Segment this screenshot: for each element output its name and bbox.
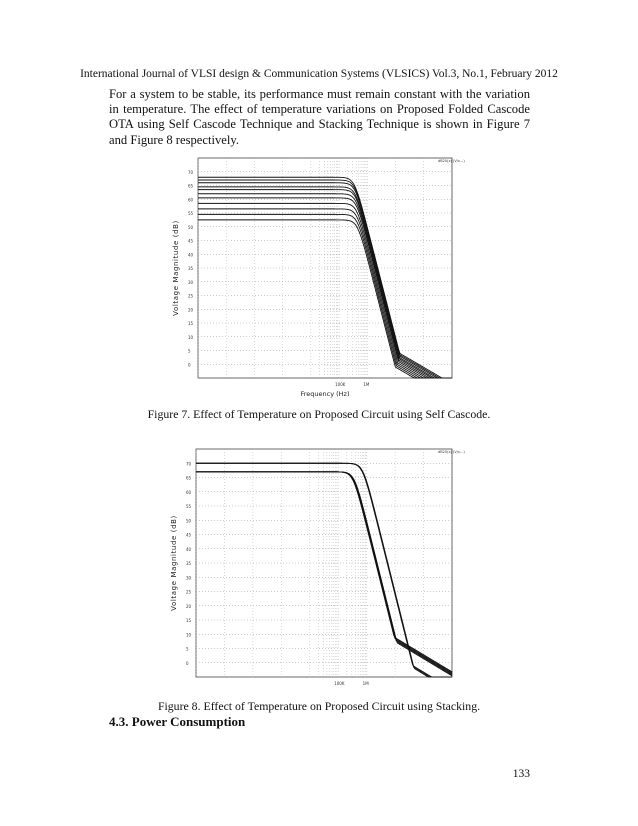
y-tick-label: 40 (186, 546, 192, 552)
series-line-10 (198, 214, 452, 378)
series-line-3 (196, 463, 452, 677)
y-tick-label: 15 (188, 321, 194, 326)
figure-8 (0, 445, 638, 695)
figure-8-chart (0, 445, 638, 695)
y-tick-label: 55 (186, 504, 192, 509)
y-tick-label: 70 (186, 461, 192, 467)
x-tick-label: 100K (334, 681, 345, 686)
y-tick-label: 15 (186, 618, 192, 623)
section-heading: 4.3. Power Consumption (109, 714, 246, 729)
y-tick-label: 50 (186, 518, 192, 524)
y-tick-label: 10 (188, 334, 194, 340)
series-line-4 (196, 472, 452, 672)
corner-label: dB20(x) (V/x...) (438, 159, 465, 163)
y-tick-label: 50 (188, 224, 194, 230)
corner-label: dB20(x) (V/x...) (438, 450, 465, 454)
series-line-8 (198, 203, 452, 378)
series-line-3 (198, 183, 452, 378)
y-tick-label: 45 (188, 238, 194, 244)
y-tick-label: 25 (188, 293, 194, 299)
x-tick-label: 1M (363, 382, 370, 387)
figure-7-caption: Figure 7. Effect of Temperature on Proposed Circuit using Self Cascode. (147, 407, 491, 421)
y-tick-label: 0 (188, 362, 191, 368)
series-line-1 (198, 177, 452, 378)
figure-8-caption: Figure 8. Effect of Temperature on Proposed Circuit using Stacking. (157, 699, 481, 713)
journal-header: International Journal of VLSI design & Communication Systems (VLSICS) Vol.3, No.1, February 2012 (80, 68, 558, 80)
y-tick-label: 30 (188, 279, 194, 285)
y-tick-label: 0 (186, 660, 189, 666)
y-tick-label: 20 (188, 307, 194, 313)
series-line-5 (196, 472, 452, 673)
y-tick-label: 60 (186, 489, 192, 495)
y-tick-label: 10 (186, 632, 192, 638)
y-tick-label: 65 (188, 183, 194, 189)
y-tick-label: 5 (186, 646, 189, 652)
y-tick-label: 20 (186, 603, 192, 609)
series-line-6 (196, 472, 452, 674)
series-line-11 (198, 220, 452, 378)
y-axis-label: Voltage Magnitude (dB) (170, 515, 178, 611)
y-axis-label: Voltage Magnitude (dB) (172, 220, 180, 316)
series-line-2 (198, 180, 452, 378)
y-tick-label: 25 (186, 589, 192, 595)
figure-7-chart (0, 150, 638, 410)
series-line-7 (196, 472, 452, 675)
y-tick-label: 5 (188, 348, 191, 354)
page-number: 133 (512, 768, 530, 780)
y-tick-label: 45 (186, 532, 192, 538)
series-line-7 (198, 198, 452, 378)
y-tick-label: 65 (186, 475, 192, 481)
y-tick-label: 30 (186, 575, 192, 581)
series-line-1 (196, 463, 452, 677)
y-tick-label: 35 (188, 266, 194, 271)
series-line-9 (198, 209, 452, 378)
x-tick-label: 100K (335, 382, 346, 387)
y-tick-label: 40 (188, 252, 194, 258)
x-tick-label: 1M (362, 681, 369, 686)
x-axis-label: Frequency (Hz) (300, 390, 350, 398)
series-line-4 (198, 187, 452, 378)
y-tick-label: 60 (188, 197, 194, 203)
plot-frame (196, 449, 452, 677)
series-line-2 (196, 463, 452, 677)
y-tick-label: 55 (188, 211, 194, 216)
figure-7 (0, 150, 638, 410)
body-paragraph: For a system to be stable, its performance must remain constant with the variation in temperature. The effect of temperature variations on Proposed Folded Cascode OTA using Self Cascode Technique and Stacking Technique is shown in Figure 7 and Figure 8 respectively. (109, 87, 530, 147)
series-line-8 (196, 472, 452, 676)
series-line-5 (198, 190, 452, 378)
y-tick-label: 70 (188, 169, 194, 175)
y-tick-label: 35 (186, 561, 192, 566)
